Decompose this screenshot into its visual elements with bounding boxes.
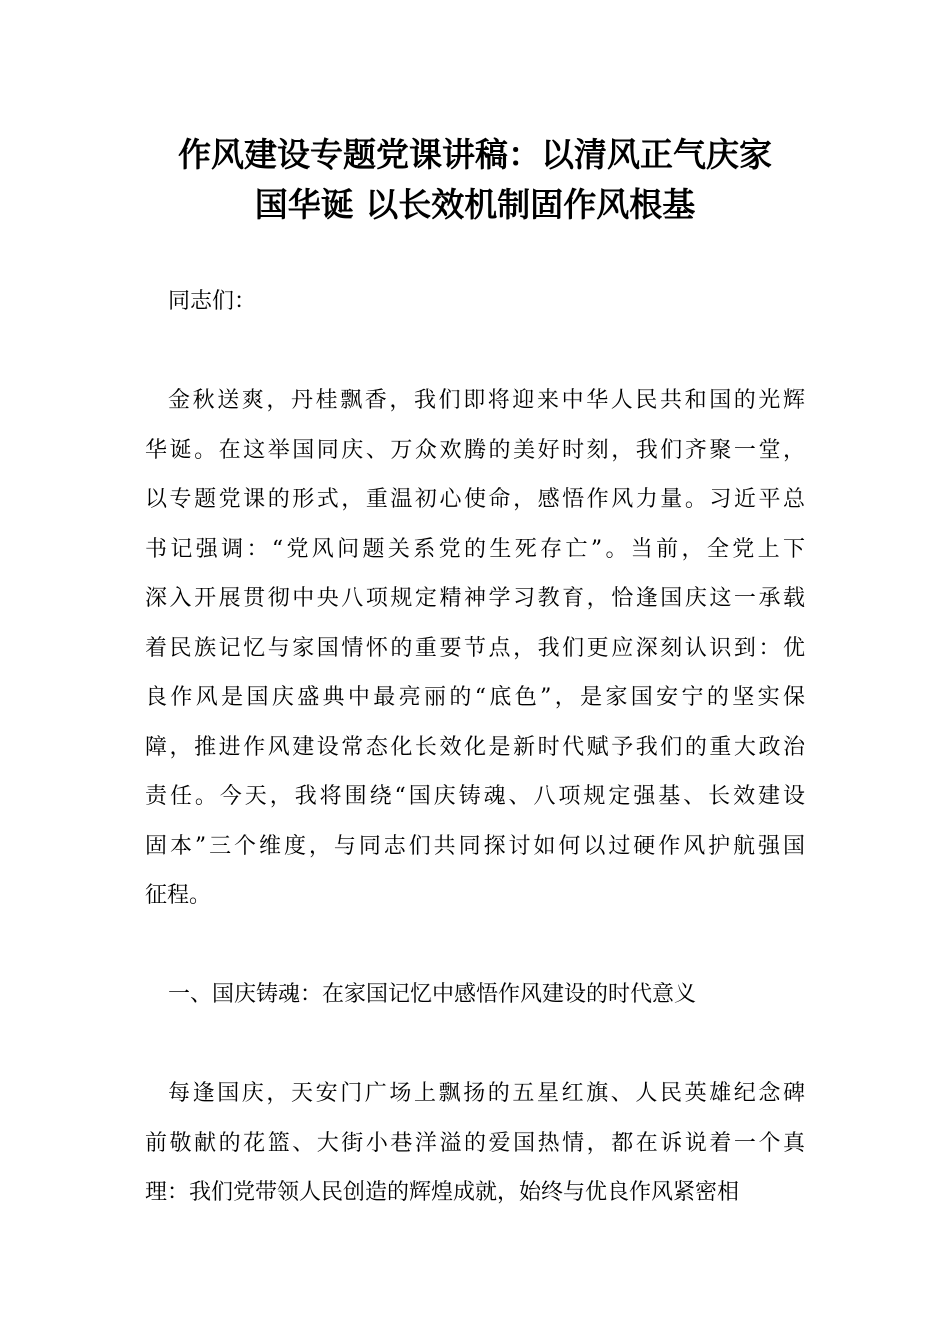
paragraph-line: 前敬献的花篮、大街小巷洋溢的爱国热情，都在诉说着一个真	[145, 1130, 805, 1156]
paragraph-line: 理：我们党带领人民创造的辉煌成就，始终与优良作风紧密相	[145, 1180, 740, 1205]
document-title	[0, 130, 950, 230]
paragraph-line: 金秋送爽，丹桂飘香，我们即将迎来中华人民共和国的光辉	[168, 388, 805, 413]
paragraph-line: 深入开展贯彻中央八项规定精神学习教育，恰逢国庆这一承载	[145, 586, 805, 611]
paragraph-line: 着民族记忆与家国情怀的重要节点，我们更应深刻认识到：优	[145, 635, 805, 661]
blank-line	[145, 921, 805, 971]
title-line-1: 作风建设专题党课讲稿：以清风正气庆家	[178, 135, 772, 174]
paragraph-line: 华诞。在这举国同庆、万众欢腾的美好时刻，我们齐聚一堂，	[145, 437, 805, 463]
greeting: 同志们：	[168, 289, 257, 314]
paragraph-line: 责任。今天，我将围绕“国庆铸魂、八项规定强基、长效建设	[145, 784, 805, 809]
title-line-2: 国华诞 以长效机制固作风根基	[254, 185, 696, 224]
paragraph-line: 障，推进作风建设常态化长效化是新时代赋予我们的重大政治	[145, 734, 805, 760]
blank-line	[145, 1020, 805, 1070]
paragraph-line: 每逢国庆，天安门广场上飘扬的五星红旗、人民英雄纪念碑	[168, 1081, 805, 1106]
document-body	[145, 277, 805, 1218]
section-heading: 一、国庆铸魂：在家国记忆中感悟作风建设的时代意义	[168, 982, 697, 1007]
intro-paragraph	[145, 376, 805, 921]
paragraph-line: 书记强调：“党风问题关系党的生死存亡”。当前，全党上下	[145, 536, 805, 562]
blank-line	[145, 327, 805, 377]
paragraph-line: 征程。	[145, 883, 212, 908]
paragraph-line: 良作风是国庆盛典中最亮丽的“底色”，是家国安宁的坚实保	[145, 685, 805, 710]
section-paragraph	[145, 1069, 805, 1218]
paragraph-line: 固本”三个维度，与同志们共同探讨如何以过硬作风护航强国	[145, 833, 805, 859]
paragraph-line: 以专题党课的形式，重温初心使命，感悟作风力量。习近平总	[145, 487, 805, 512]
